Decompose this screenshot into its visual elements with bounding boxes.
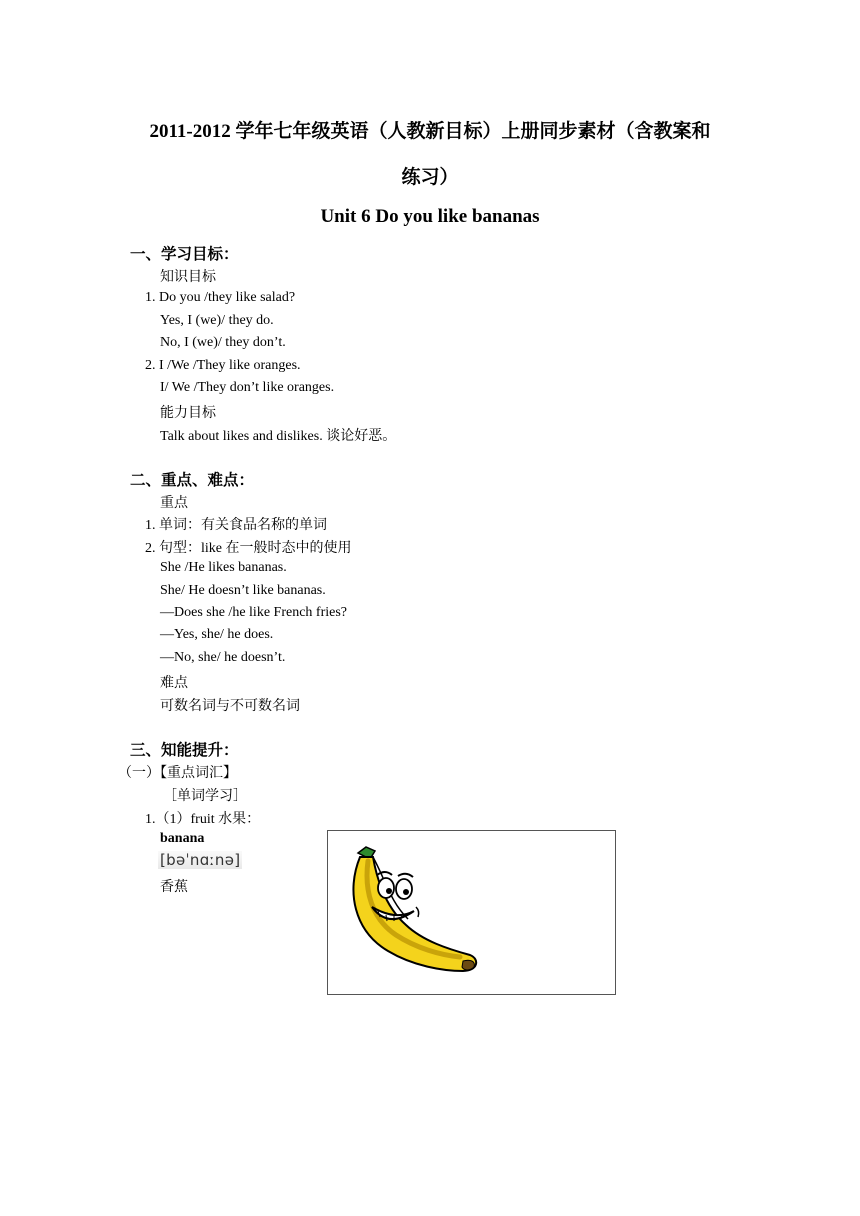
key-point-item-2: 2. 句型：like 在一般时态中的使用 — [145, 541, 352, 556]
goal-item-2: 2. I /We /They like oranges. — [145, 358, 301, 373]
sentence-3: —Does she /he like French fries? — [160, 605, 347, 620]
vocab-phonetic: [bəˈnɑːnə] — [160, 851, 241, 869]
key-point-item-1: 1. 单词：有关食品名称的单词 — [145, 518, 327, 533]
unit-title: Unit 6 Do you like bananas — [320, 206, 540, 227]
goal-item-2-negative: I/ We /They don’t like oranges. — [160, 380, 335, 395]
sentence-2: She/ He doesn’t like bananas. — [160, 583, 326, 598]
knowledge-goal-label: 知识目标 — [160, 270, 216, 285]
vocab-word: banana — [160, 831, 205, 846]
goal-item-1-yes: Yes, I (we)/ they do. — [160, 313, 274, 328]
banana-cartoon-icon — [328, 831, 615, 994]
key-point-label: 重点 — [160, 496, 188, 511]
document-title-line2: 练习） — [401, 167, 459, 188]
goal-item-1-no: No, I (we)/ they don’t. — [160, 335, 286, 350]
ability-goal-label: 能力目标 — [160, 406, 216, 421]
difficult-point-label: 难点 — [160, 676, 188, 691]
sentence-5: —No, she/ he doesn’t. — [160, 650, 286, 665]
section3-heading: 三、知能提升： — [130, 742, 239, 759]
subsection-vocabulary: （一）【重点词汇】 — [118, 766, 237, 781]
sentence-1: She /He likes bananas. — [160, 560, 287, 575]
goal-item-1: 1. Do you /they like salad? — [145, 290, 296, 305]
section1-heading: 一、学习目标： — [130, 246, 239, 263]
fruit-item: 1.（1）fruit 水果： — [145, 812, 261, 827]
document-title-line1: 2011-2012 学年七年级英语（人教新目标）上册同步素材（含教案和 — [149, 121, 711, 142]
sentence-4: —Yes, she/ he does. — [160, 627, 274, 642]
ability-goal-text: Talk about likes and dislikes. 谈论好恶。 — [160, 429, 397, 444]
section2-heading: 二、重点、难点： — [130, 472, 255, 489]
vocab-meaning: 香蕉 — [160, 880, 188, 895]
difficult-point-text: 可数名词与不可数名词 — [160, 699, 300, 714]
banana-illustration-frame — [327, 830, 616, 995]
subsection-word-study: ［单词学习］ — [163, 789, 247, 804]
